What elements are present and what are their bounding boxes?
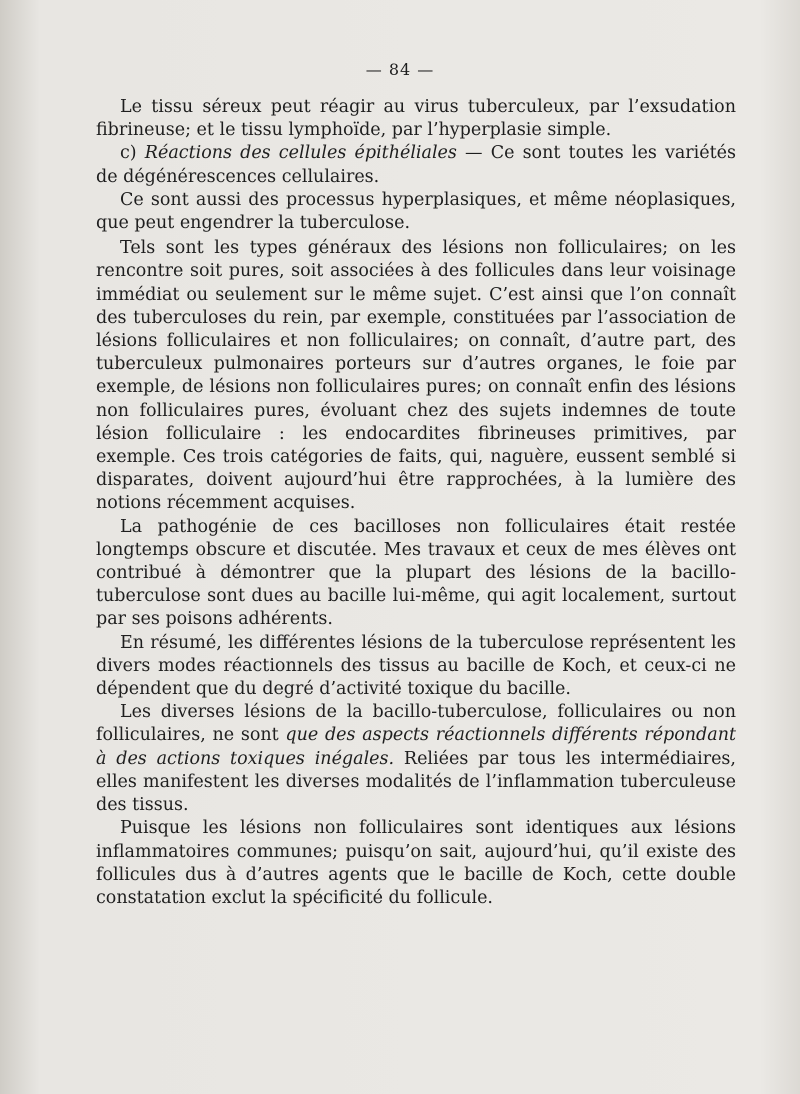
paragraph: Tels sont les types généraux des lésions non folliculaires; on les rencontre soit pures, soit associées à des follicules dans leur voisinage immédiat ou seulement sur le même sujet. C’est ainsi que l’on connaît des tuberculoses du rein, par exemple, constituées par l’association de lésions folliculaires et non folliculaires; on connaît, d’autre part, des tuberculeux pulmonaires porteurs sur d’autres organes, le foie par exemple, de lésions non folliculaires pures; on connaît enfin des lésions non folliculaires pures, évoluant chez des sujets indemnes de toute lésion folliculaire : les endocardites fibrineuses primitives, par exemple. Ces trois catégories de faits, qui, naguère, eussent semblé si disparates, doivent aujourd’hui être rapprochées, à la lumière des notions récemment acquises.: [96, 238, 736, 514]
paragraph: Puisque les lésions non folliculaires sont identiques aux lésions inflammatoires communes; puisqu’on sait, aujourd’hui, qu’il existe des follicules dus à d’autres agents que le bacille de Koch, cette double constatation exclut la spécificité du follicule.: [96, 818, 736, 908]
paragraph: [96, 142, 736, 188]
paragraph-text: Reliées par tous les intermédiaires, elles manifestent les diverses modalités de l’inflammation tuberculeuse des tissus.: [96, 748, 736, 816]
page-number: — 84 —: [365, 60, 435, 79]
paragraph: [96, 701, 736, 817]
section-heading: Réactions des cellules épithéliales: [144, 143, 457, 164]
paragraph: En résumé, les différentes lésions de la tuberculose représentent les divers modes réactionnels des tissus au bacille de Koch, et ceux-ci ne dépendent que du degré d’activité toxique du bacille.: [96, 632, 736, 700]
paragraph: Ce sont aussi des processus hyperplasiques, et même néoplasiques, que peut engendrer la tuberculose.: [96, 189, 736, 234]
paragraph-text: — Ce sont toutes les variétés de dégénérescences cellulaires.: [96, 143, 736, 187]
body-text: [96, 96, 736, 910]
paragraph: Le tissu séreux peut réagir au virus tuberculeux, par l’exsudation fibrineuse; et le tissu lymphoïde, par l’hyperplasie simple.: [96, 97, 736, 141]
paragraph: La pathogénie de ces bacilloses non folliculaires était restée longtemps obscure et discutée. Mes travaux et ceux de mes élèves ont contribué à démontrer que la plupart des lésions de la bacillo-tuberculose sont dues au bacille lui-même, qui agit localement, surtout par ses poisons adhérents.: [96, 516, 736, 630]
section-label: c): [120, 143, 137, 164]
emphasized-text: que des aspects réactionnels différents répondant à des actions toxiques inégales.: [96, 725, 736, 769]
paragraph-text: Les diverses lésions de la bacillo-tuberculose, folliculaires ou non folliculaires, ne sont: [96, 702, 736, 746]
